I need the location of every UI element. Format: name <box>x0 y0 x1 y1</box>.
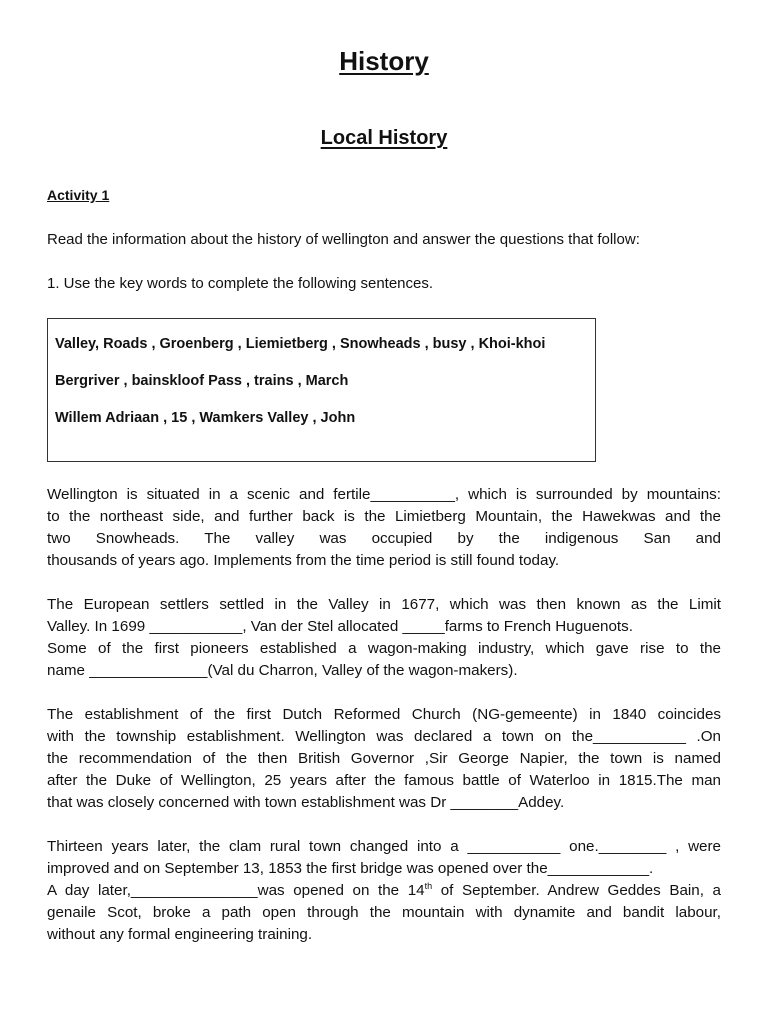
paragraph-line: The European settlers settled in the Valley in 1677, which was then known as the Limit <box>47 596 721 613</box>
paragraph-line: The establishment of the first Dutch Reformed Church (NG-gemeente) in 1840 coincides <box>47 706 721 723</box>
paragraph-line: Some of the first pioneers established a wagon-making industry, which gave rise to the <box>47 640 721 657</box>
paragraph-line: with the township establishment. Wellington was declared a town on the___________ .On <box>47 728 721 745</box>
keywords-line: Valley, Roads , Groenberg , Liemietberg , Snowheads , busy , Khoi-khoi <box>55 336 546 352</box>
paragraph-line: Wellington is situated in a scenic and fertile__________, which is surrounded by mountains: <box>47 486 721 503</box>
paragraph-line <box>47 880 721 902</box>
paragraph-line: without any formal engineering training. <box>47 926 313 943</box>
paragraph-3 <box>47 704 721 814</box>
paragraph-line: to the northeast side, and further back is the Limietberg Mountain, the Hawekwas and the <box>47 508 721 525</box>
paragraph-line: that was closely concerned with town establishment was Dr ________Addey. <box>47 794 565 811</box>
paragraph-line: Valley. In 1699 ___________, Van der Stel allocated _____farms to French Huguenots. <box>47 618 633 635</box>
paragraph-line: after the Duke of Wellington, 25 years after the famous battle of Waterloo in 1815.The man <box>47 772 721 789</box>
question-1-text: 1. Use the key words to complete the following sentences. <box>47 275 434 292</box>
paragraph-line: the recommendation of the then British Governor ,Sir George Napier, the town is named <box>47 750 721 767</box>
paragraph-2 <box>47 594 721 682</box>
paragraph-1 <box>47 484 721 572</box>
paragraph-line: two Snowheads. The valley was occupied by the indigenous San and <box>47 530 721 547</box>
paragraph-line: Thirteen years later, the clam rural town changed into a ___________ one.________ , were <box>47 838 721 855</box>
page-subtitle: Local History <box>320 127 448 149</box>
instruction-text: Read the information about the history of wellington and answer the questions that follow: <box>47 231 640 248</box>
keywords-line: Bergriver , bainskloof Pass , trains , March <box>55 373 349 389</box>
paragraph-line: improved and on September 13, 1853 the first bridge was opened over the____________. <box>47 860 654 877</box>
activity-heading: Activity 1 <box>47 187 110 203</box>
superscript: th <box>424 880 433 891</box>
paragraph-line: genaile Scot, broke a path open through the mountain with dynamite and bandit labour, <box>47 904 721 921</box>
keywords-box <box>47 318 596 462</box>
paragraph-line: name ______________(Val du Charron, Valley of the wagon-makers). <box>47 662 518 679</box>
paragraph-4 <box>47 836 721 946</box>
keywords-line: Willem Adriaan , 15 , Wamkers Valley , John <box>55 410 356 426</box>
page-title: History <box>339 46 429 76</box>
paragraph-line: thousands of years ago. Implements from the time period is still found today. <box>47 552 560 569</box>
text-run: of September. Andrew Geddes Bain, a <box>432 882 721 899</box>
text-run: A day later,_______________was opened on the 14 <box>47 882 425 899</box>
